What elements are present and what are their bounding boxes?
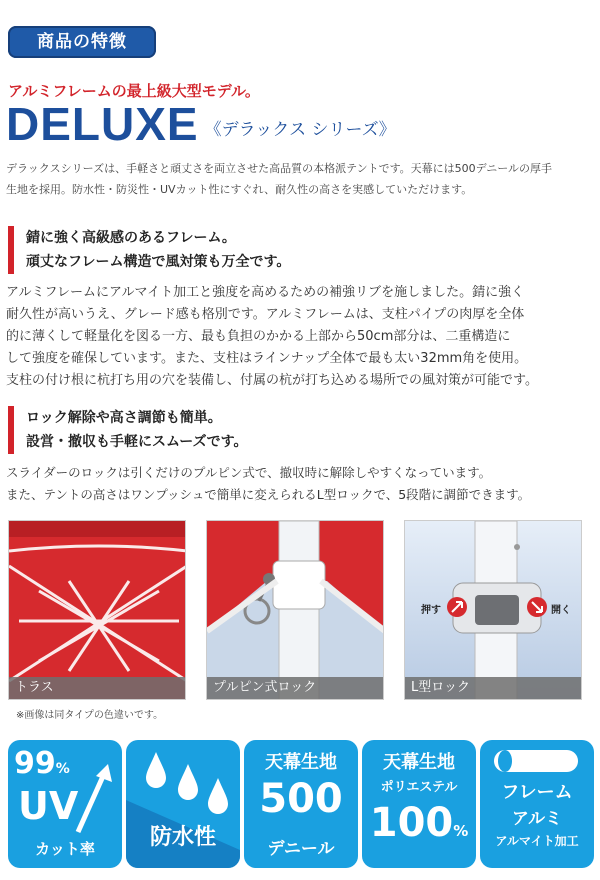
body-line: 的に薄くして軽量化を図る一方、最も負担のかかる上部から50cm部分は、二重構造に bbox=[6, 329, 511, 344]
poly-percent bbox=[362, 800, 476, 846]
color-note: ※画像は同タイプの色違いです。 bbox=[16, 710, 164, 721]
uv-value: 99 bbox=[14, 746, 56, 781]
poly-line2: ポリエステル bbox=[380, 780, 458, 795]
heading-line: ロック解除や高さ調節も簡単。 bbox=[26, 410, 222, 426]
photo-caption: トラス bbox=[9, 677, 185, 699]
uv-text: UV bbox=[18, 784, 79, 828]
photo-truss bbox=[8, 520, 186, 700]
fabric-line1: 天幕生地 bbox=[265, 752, 337, 773]
poly-value: 100 bbox=[369, 800, 454, 846]
feature-uv-cut bbox=[8, 740, 122, 868]
body-line: 支柱の付け根に杭打ち用の穴を装備し、付属の杭が打ち込める場所での風対策が可能です。 bbox=[6, 373, 538, 388]
push-label: 押す bbox=[421, 605, 441, 616]
product-subtitle: 《デラックス シリーズ》 bbox=[204, 120, 396, 140]
uv-label: カット率 bbox=[35, 840, 95, 858]
heading-line: 設営・撤収も手軽にスムーズです。 bbox=[26, 434, 248, 450]
pull-pin-illustration bbox=[207, 521, 384, 700]
intro-text bbox=[6, 158, 596, 200]
section-badge: 商品の特徴 bbox=[8, 26, 156, 58]
heading-line: 錆に強く高級感のあるフレーム。 bbox=[26, 230, 236, 246]
photo-caption: プルピン式ロック bbox=[207, 677, 383, 699]
frame-line2: アルミ bbox=[511, 809, 563, 829]
feature-aluminum-frame bbox=[480, 740, 594, 868]
heading-line: 頑丈なフレーム構造で風対策も万全です。 bbox=[26, 254, 291, 270]
frame-line3: アルマイト加工 bbox=[495, 834, 579, 848]
intro-line: デラックスシリーズは、手軽さと頑丈さを両立させた高品質の本格派テントです。天幕には500デニールの厚手 bbox=[6, 162, 553, 175]
body-line: して強度を確保しています。また、支柱はラインナップ全体で最も太い32mm角を使用。 bbox=[6, 351, 528, 366]
feature-500-denier bbox=[244, 740, 358, 868]
section1-heading bbox=[8, 226, 290, 274]
tagline: アルミフレームの最上級大型モデル。 bbox=[8, 82, 260, 100]
section1-body bbox=[6, 282, 598, 392]
body-line: アルミフレームにアルマイト加工と強度を高めるための補強リブを施しました。錆に強く bbox=[6, 285, 525, 300]
feature-polyester bbox=[362, 740, 476, 868]
frame-line1: フレーム bbox=[501, 782, 573, 803]
waterproof-label: 防水性 bbox=[149, 825, 216, 850]
denier-label: デニール bbox=[267, 839, 335, 859]
body-line: また、テントの高さはワンプッシュで簡単に変えられるL型ロックで、5段階に調節できます。 bbox=[6, 487, 531, 502]
section2-heading bbox=[8, 406, 247, 454]
truss-illustration bbox=[9, 521, 186, 700]
photo-caption: L型ロック bbox=[405, 677, 581, 699]
photo-l-lock bbox=[404, 520, 582, 700]
feature-waterproof bbox=[126, 740, 240, 868]
body-line: スライダーのロックは引くだけのプルピン式で、撤収時に解除しやすくなっています。 bbox=[6, 465, 492, 480]
uv-unit: % bbox=[55, 761, 70, 777]
poly-line1: 天幕生地 bbox=[383, 752, 455, 773]
denier-value: 500 bbox=[259, 776, 343, 822]
body-line: 耐久性が高いうえ、グレード感も格別です。アルミフレームは、支柱パイプの肉厚を全体 bbox=[6, 307, 525, 322]
title-row bbox=[6, 100, 396, 148]
section2-body bbox=[6, 462, 598, 506]
uv-percent bbox=[14, 746, 70, 781]
open-label: 開く bbox=[551, 605, 571, 616]
product-title: DELUXE bbox=[6, 98, 199, 150]
intro-line: 生地を採用。防水性・防災性・UVカット性にすぐれ、耐久性の高さを実感していただけます。 bbox=[6, 183, 473, 196]
poly-unit: % bbox=[453, 822, 469, 840]
photo-pull-pin-lock bbox=[206, 520, 384, 700]
